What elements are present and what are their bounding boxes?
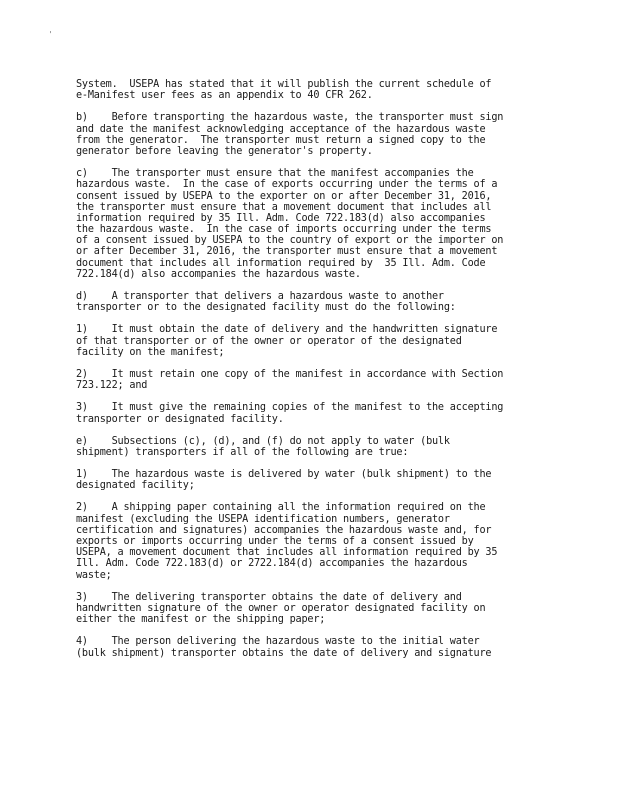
text-line: c) The transporter must ensure that the manifest accompanies the [76, 168, 474, 180]
text-line: facility on the manifest; [76, 346, 225, 358]
paragraph-e1 [76, 469, 546, 491]
text-line: 2) A shipping paper containing all the information required on the [76, 502, 486, 514]
text-line: b) Before transporting the hazardous waste, the transporter must sign [76, 112, 504, 124]
text-line: transporter or designated facility. [76, 413, 284, 425]
paragraph-b [76, 112, 546, 157]
text-line: consent issued by USEPA to the exporter on or after December 31, 2016, [76, 190, 492, 202]
text-line: USEPA, a movement document that includes all information required by 35 [76, 547, 498, 559]
text-line: or after December 31, 2016, the transporter must ensure that a movement [76, 246, 498, 258]
text-line: hazardous waste. In the case of exports occurring under the terms of a [76, 179, 498, 191]
text-line: manifest (excluding the USEPA identification numbers, generator [76, 513, 450, 525]
text-line: of that transporter or of the owner or operator of the designated [76, 335, 462, 347]
text-line: 722.184(d) also accompanies the hazardous waste. [76, 268, 361, 280]
text-line: certification and signatures) accompanies the hazardous waste and, for [76, 524, 492, 536]
text-line: Ill. Adm. Code 722.183(d) or 2722.184(d) accompanies the hazardous [76, 558, 468, 570]
text-line: (bulk shipment) transporter obtains the date of delivery and signature [76, 647, 492, 659]
text-line: shipment) transporters if all of the following are true: [76, 446, 409, 458]
paragraph-e3 [76, 592, 546, 626]
paragraph-e4 [76, 636, 546, 658]
document-body [76, 79, 546, 670]
paragraph-d1 [76, 324, 546, 358]
text-line: 3) The delivering transporter obtains the date of delivery and [76, 591, 462, 603]
text-line: 1) It must obtain the date of delivery and the handwritten signature [76, 324, 498, 336]
text-line: exports or imports occurring under the terms of a consent issued by [76, 536, 474, 547]
text-line: waste; [76, 569, 112, 581]
paragraph-e2 [76, 502, 546, 580]
text-line: of a consent issued by USEPA to the country of export or the importer on [76, 235, 504, 247]
paragraph-intro [76, 79, 546, 101]
text-line: the hazardous waste. In the case of imports occurring under the terms [76, 224, 492, 236]
text-line: System. USEPA has stated that it will publish the current schedule of [76, 79, 492, 90]
paragraph-d [76, 291, 546, 313]
scan-mark: ' [48, 30, 53, 39]
text-line: generator before leaving the generator's property. [76, 145, 373, 157]
text-line: from the generator. The transporter must return a signed copy to the [76, 134, 486, 146]
text-line: 2) It must retain one copy of the manifest in accordance with Section [76, 368, 504, 380]
paragraph-d3 [76, 402, 546, 424]
text-line: handwritten signature of the owner or operator designated facility on [76, 602, 486, 614]
paragraph-d2 [76, 369, 546, 391]
paragraph-c [76, 168, 546, 280]
text-line: 1) The hazardous waste is delivered by water (bulk shipment) to the [76, 469, 492, 481]
text-line: and date the manifest acknowledging acceptance of the hazardous waste [76, 123, 486, 135]
text-line: d) A transporter that delivers a hazardous waste to another [76, 291, 444, 302]
paragraph-e [76, 436, 546, 458]
text-line: document that includes all information required by 35 Ill. Adm. Code [76, 257, 486, 269]
text-line: 3) It must give the remaining copies of the manifest to the accepting [76, 402, 504, 414]
text-line: e-Manifest user fees as an appendix to 40 CFR 262. [76, 90, 373, 102]
text-line: 4) The person delivering the hazardous waste to the initial water [76, 636, 480, 648]
text-line: transporter or to the designated facility must do the following: [76, 302, 456, 314]
text-line: 723.122; and [76, 380, 148, 392]
text-line: the transporter must ensure that a movement document that includes all [76, 201, 492, 213]
text-line: designated facility; [76, 480, 195, 492]
text-line: either the manifest or the shipping paper; [76, 614, 326, 626]
text-line: information required by 35 Ill. Adm. Code 722.183(d) also accompanies [76, 212, 486, 224]
text-line: e) Subsections (c), (d), and (f) do not apply to water (bulk [76, 435, 450, 447]
